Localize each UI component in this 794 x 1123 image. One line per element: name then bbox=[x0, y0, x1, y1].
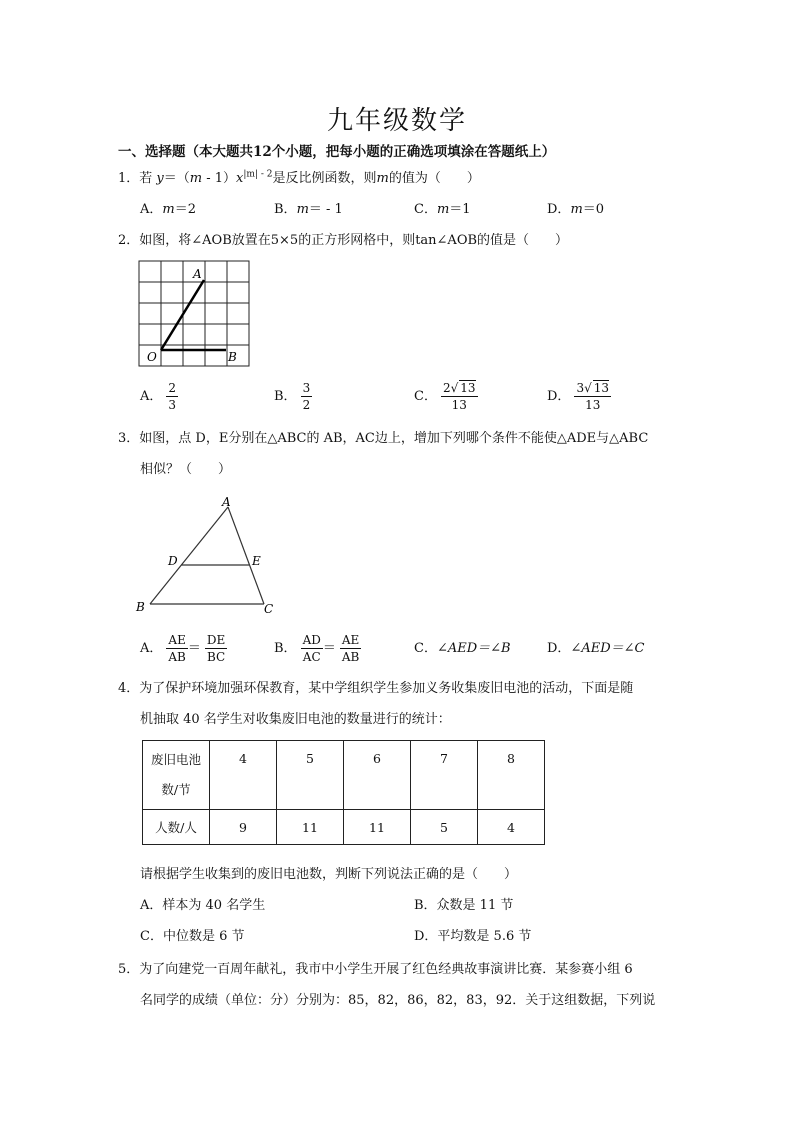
page-title: 九年级数学 bbox=[326, 106, 467, 136]
data-table bbox=[142, 740, 545, 845]
point-b-label: B bbox=[228, 350, 237, 364]
question-5-line-2: 名同学的成绩（单位：分）分别为：85，82，86，82，83，92．关于这组数据，下列说 bbox=[140, 993, 656, 1008]
table-cell: 8 bbox=[478, 741, 545, 810]
table-cell: 11 bbox=[344, 810, 411, 845]
table-header-cell: 废旧电池 数/节 bbox=[143, 741, 210, 810]
table-row bbox=[143, 810, 545, 845]
table-cell: 5 bbox=[277, 741, 344, 810]
table-cell: 9 bbox=[210, 810, 277, 845]
table-row bbox=[143, 741, 545, 810]
q3-option-b[interactable]: B． $\frac{AD}{AC}$ ＝ $\frac{AE}{AB}$ bbox=[274, 633, 360, 664]
q4-option-c[interactable]: C．中位数是 6 节 bbox=[140, 929, 245, 944]
question-4-ask: 请根据学生收集到的废旧电池数，判断下列说法正确的是（ ） bbox=[140, 867, 518, 882]
q3-option-a[interactable]: A． $\frac{AE}{AB}$ ＝ $\frac{DE}{BC}$ bbox=[140, 633, 226, 664]
table-cell: 4 bbox=[478, 810, 545, 845]
vertex-c-label: C bbox=[264, 602, 274, 616]
q3-option-d[interactable]: D．∠AED＝∠C bbox=[547, 641, 645, 656]
table-cell: 4 bbox=[210, 741, 277, 810]
point-d-label: D bbox=[168, 554, 178, 568]
q4-option-d[interactable]: D．平均数是 5.6 节 bbox=[414, 929, 532, 944]
q1-option-c[interactable]: C．m＝1 bbox=[414, 202, 471, 217]
q2-option-b[interactable]: B． $\frac{3}{2}$ bbox=[274, 381, 311, 412]
point-o-label: O bbox=[147, 350, 157, 364]
table-header-cell: 人数/人 bbox=[143, 810, 210, 845]
question-5-line-1: 5．为了向建党一百周年献礼，我市中小学生开展了红色经典故事演讲比赛．某参赛小组 6 bbox=[118, 962, 633, 977]
question-3-line-1: 3．如图，点 D，E分别在△ABC的 AB，AC边上，增加下列哪个条件不能使△ADE与△ABC bbox=[118, 431, 649, 446]
q2-option-d[interactable]: D． $\frac{3√ 13}{13}$ bbox=[547, 381, 610, 412]
question-1: 1．若 $y=(m - 1)x^{|m| - 2}$是反比例函数，则m的值为（ ） bbox=[118, 169, 480, 186]
q4-option-b[interactable]: B．众数是 11 节 bbox=[414, 898, 514, 913]
table-cell: 7 bbox=[411, 741, 478, 810]
question-4-line-1: 4．为了保护环境加强环保教育，某中学组织学生参加义务收集废旧电池的活动，下面是随 bbox=[118, 681, 634, 696]
table-cell: 6 bbox=[344, 741, 411, 810]
triangle-figure bbox=[134, 493, 284, 623]
question-2: 2．如图，将∠AOB放置在5×5的正方形网格中，则tan∠AOB的值是（ ） bbox=[118, 233, 569, 248]
q3-option-c[interactable]: C．∠AED＝∠B bbox=[414, 641, 511, 656]
vertex-a-label: A bbox=[222, 495, 231, 509]
q4-option-a[interactable]: A．样本为 40 名学生 bbox=[140, 898, 266, 913]
question-3-line-2: 相似？（ ） bbox=[140, 462, 232, 477]
q2-option-a[interactable]: A． $\frac{2}{3}$ bbox=[140, 381, 177, 412]
section-heading: 一、选择题（本大题共12个小题，把每小题的正确选项填涂在答题纸上） bbox=[118, 144, 556, 160]
grid-figure bbox=[136, 258, 252, 370]
q2-option-c[interactable]: C． $\frac{2√ 13}{13}$ bbox=[414, 381, 476, 412]
q1-option-d[interactable]: D．m＝0 bbox=[547, 202, 605, 217]
table-cell: 11 bbox=[277, 810, 344, 845]
point-a-label: A bbox=[193, 267, 202, 281]
q1-option-a[interactable]: A．m＝2 bbox=[140, 202, 196, 217]
question-4-line-2: 机抽取 40 名学生对收集废旧电池的数量进行的统计： bbox=[140, 712, 451, 727]
table-cell: 5 bbox=[411, 810, 478, 845]
point-e-label: E bbox=[252, 554, 261, 568]
vertex-b-label: B bbox=[136, 600, 145, 614]
q1-option-b[interactable]: B．m＝ - 1 bbox=[274, 202, 343, 217]
